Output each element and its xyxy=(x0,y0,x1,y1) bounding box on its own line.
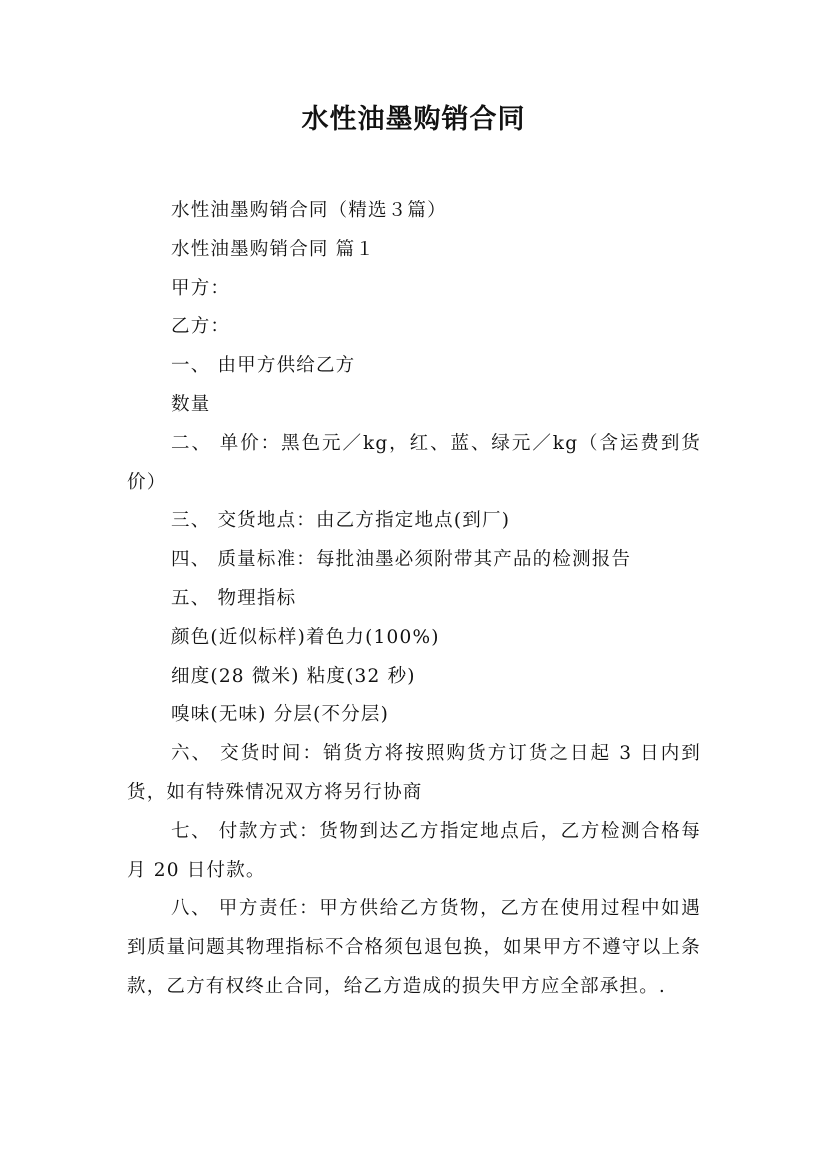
paragraph-spec-color: 颜色(近似标样)着色力(100%) xyxy=(171,626,440,648)
paragraph-clause-5: 五、 物理指标 xyxy=(171,587,297,609)
paragraph-party-a: 甲方： xyxy=(171,277,231,299)
paragraph-spec-odor: 嗅味(无味) 分层(不分层) xyxy=(171,704,390,726)
paragraph-clause-3: 三、 交货地点：由乙方指定地点(到厂) xyxy=(171,510,511,532)
paragraph-part-heading: 水性油墨购销合同 篇１ xyxy=(171,238,376,260)
paragraph-clause-6: 六、 交货时间：销货方将按照购货方订货之日起 3 日内到货，如有特殊情况双方将另行协商 xyxy=(127,743,701,803)
paragraph-clause-7: 七、 付款方式：货物到达乙方指定地点后，乙方检测合格每月 20 日付款。 xyxy=(127,820,701,881)
paragraph-clause-8: 八、 甲方责任：甲方供给乙方货物，乙方在使用过程中如遇到质量问题其物理指标不合格须包退包换，如果甲方不遵守以上条款，乙方有权终止合同，给乙方造成的损失甲方应全部承担。. xyxy=(127,898,701,997)
paragraph-party-b: 乙方： xyxy=(171,316,231,338)
paragraph-clause-2: 二、 单价：黑色元／kg，红、蓝、绿元／kg（含运费到货价） xyxy=(127,432,701,493)
document-body xyxy=(127,192,701,1007)
paragraph-subtitle: 水性油墨购销合同（精选３篇） xyxy=(171,200,447,221)
paragraph-spec-fineness: 细度(28 微米) 粘度(32 秒) xyxy=(171,665,416,687)
paragraph-clause-1: 一、 由甲方供给乙方 xyxy=(171,355,356,377)
document-title: 水性油墨购销合同 xyxy=(301,104,526,135)
paragraph-clause-4: 四、 质量标准：每批油墨必须附带其产品的检测报告 xyxy=(171,549,632,571)
paragraph-quantity: 数量 xyxy=(171,393,211,415)
